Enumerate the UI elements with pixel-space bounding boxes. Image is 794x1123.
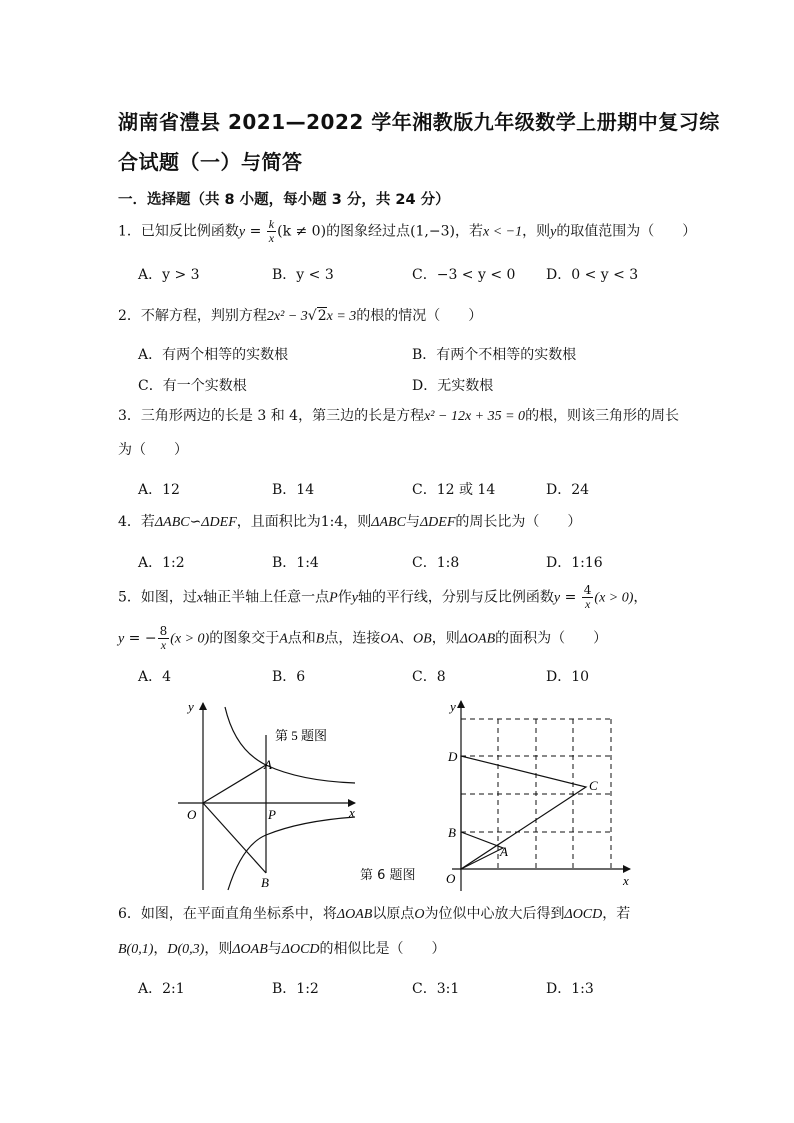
question-text: 与 xyxy=(405,514,420,530)
math-var: y xyxy=(238,224,246,240)
question-text: 的取值范围为（ ） xyxy=(556,223,697,240)
question-text: 如图，过 xyxy=(140,589,197,606)
fraction xyxy=(158,625,170,652)
label-y: y xyxy=(450,699,456,714)
question-6-line1 xyxy=(118,904,630,925)
question-5-line2 xyxy=(118,625,607,652)
option-a[interactable]: A．有两个相等的实数根 xyxy=(138,347,289,363)
question-text: ，且面积比为 xyxy=(236,514,321,530)
label-x: x xyxy=(623,873,629,888)
label-a: A xyxy=(264,757,272,772)
figure-5 xyxy=(160,695,380,895)
sqrt-radicand: 2 xyxy=(317,308,327,324)
label-d: D xyxy=(448,749,458,764)
option-a[interactable]: A．12 xyxy=(138,482,180,498)
question-number: 2． xyxy=(118,308,141,324)
question-text: 三角形两边的长是 3 和 4，第三边的长是方程 xyxy=(140,408,425,424)
option-c[interactable]: C．3:1 xyxy=(412,981,460,997)
question-number: 3． xyxy=(118,408,141,424)
section-heading: 一．选择题（共 8 小题，每小题 3 分，共 24 分） xyxy=(118,192,450,208)
question-text: 的图象经过点 xyxy=(326,223,411,240)
label-b: B xyxy=(448,825,456,840)
question-text: ，则 xyxy=(343,514,372,530)
fraction-den: x xyxy=(160,638,167,652)
triangle-ocd xyxy=(461,756,586,869)
math-sim: ΔABC∽ΔDEF xyxy=(154,515,237,530)
label-x: x xyxy=(349,805,355,820)
math-op: = xyxy=(245,223,266,240)
question-3-line2: 为（ ） xyxy=(118,442,188,458)
option-a[interactable]: A．4 xyxy=(138,669,172,685)
question-text: 点和 xyxy=(287,630,316,647)
question-text: 作 xyxy=(337,589,352,606)
question-text: ，则 xyxy=(204,941,233,957)
option-b[interactable]: B．有两个不相等的实数根 xyxy=(412,347,577,363)
fraction xyxy=(582,584,594,611)
triangle-oab xyxy=(461,832,503,869)
fraction-num: k xyxy=(268,217,275,231)
math-tri: ΔOAB xyxy=(336,907,373,922)
question-text: 的周长比为（ ） xyxy=(455,514,582,530)
math-var: y xyxy=(118,631,125,647)
math-point: B(0,1) xyxy=(118,942,154,957)
option-d[interactable]: D．0 < y < 3 xyxy=(546,267,639,283)
question-2 xyxy=(118,306,482,327)
math-ratio: 1:4 xyxy=(320,514,344,530)
question-number: 1． xyxy=(118,223,141,240)
curve-upper xyxy=(225,707,355,783)
question-text: 如图，在平面直角坐标系中，将 xyxy=(140,906,337,922)
math-tri: ΔABC xyxy=(371,515,406,530)
fraction-den: x xyxy=(584,597,591,611)
math-tri: ΔOAB xyxy=(232,942,268,957)
math-eq: x² − 12x + 35 = 0 xyxy=(424,409,526,424)
question-text: ，则 xyxy=(431,630,460,647)
option-c[interactable]: C．有一个实数根 xyxy=(138,378,247,394)
label-y: y xyxy=(188,699,194,714)
fraction-num: 8 xyxy=(159,624,168,638)
segment-ob xyxy=(203,803,266,873)
fraction xyxy=(267,218,276,245)
label-b: B xyxy=(261,875,269,890)
math-var: y xyxy=(553,590,561,606)
label-o: O xyxy=(446,871,456,886)
label-p: P xyxy=(268,807,276,822)
question-number: 6． xyxy=(118,906,141,922)
question-text: 轴的平行线，分别与反比例函数 xyxy=(357,589,554,606)
question-text: 轴正半轴上任意一点 xyxy=(203,589,330,606)
question-text: 与 xyxy=(267,941,282,957)
math-var: O xyxy=(414,907,425,922)
question-number: 5． xyxy=(118,589,141,606)
math-op: = − xyxy=(124,630,157,647)
question-5-line1 xyxy=(118,584,647,611)
question-text: 为位似中心放大后得到 xyxy=(424,906,565,922)
math-var: A xyxy=(279,631,288,647)
question-text: 的图象交于 xyxy=(209,630,280,647)
sqrt-sign: √ xyxy=(307,308,317,324)
question-text: 、 xyxy=(399,630,414,647)
math-var: y xyxy=(351,590,358,606)
question-text: 不解方程，判别方程 xyxy=(140,308,267,324)
question-text: ，若 xyxy=(454,223,483,240)
math-eq: x = 3 xyxy=(326,309,357,324)
math-tri: ΔOCD xyxy=(564,907,603,922)
question-text: 的面积为（ ） xyxy=(495,630,608,647)
question-text: 若 xyxy=(140,514,155,530)
option-d[interactable]: D．1:3 xyxy=(546,981,594,997)
math-var: x xyxy=(196,590,204,606)
option-a[interactable]: A．1:2 xyxy=(138,555,185,571)
math-eq: 2x² − 3 xyxy=(266,309,308,324)
math-cond: (x > 0) xyxy=(170,631,210,647)
math-tri: ΔOAB xyxy=(459,631,496,647)
question-text: 的根，则该三角形的周长 xyxy=(525,408,680,424)
math-seg: OB xyxy=(413,631,432,647)
segment-oa xyxy=(203,765,266,803)
question-text: 的相似比是（ ） xyxy=(319,941,446,957)
option-b[interactable]: B．y < 3 xyxy=(272,267,334,283)
option-b[interactable]: B．1:2 xyxy=(272,981,319,997)
option-d[interactable]: D．1:16 xyxy=(546,555,603,571)
question-text: 以原点 xyxy=(372,906,415,922)
option-d[interactable]: D．24 xyxy=(546,482,590,498)
math-cond: (x > 0) xyxy=(594,590,634,606)
math-var: B xyxy=(315,631,325,647)
question-text: ，则 xyxy=(522,223,551,240)
page-title-line1: 湖南省澧县 2021—2022 学年湘教版九年级数学上册期中复习综 xyxy=(118,110,720,134)
option-b[interactable]: B．6 xyxy=(272,669,306,685)
question-3 xyxy=(118,406,679,427)
figure-6-caption: 第 6 题图 xyxy=(360,868,416,883)
question-text: ，若 xyxy=(602,906,631,922)
option-a[interactable]: A．2:1 xyxy=(138,981,185,997)
math-var: y xyxy=(550,224,557,240)
math-tri: ΔOCD xyxy=(281,942,320,957)
option-a[interactable]: A．y > 3 xyxy=(138,267,200,283)
question-4 xyxy=(118,512,581,533)
math-seg: OA xyxy=(380,631,400,647)
math-var: P xyxy=(329,590,338,606)
curve-lower xyxy=(228,817,355,890)
math-point: D(0,3) xyxy=(167,942,205,957)
question-text: ， xyxy=(633,589,648,606)
fraction-den: x xyxy=(268,231,275,245)
math-op: = xyxy=(560,589,581,606)
option-d[interactable]: D．无实数根 xyxy=(412,378,494,394)
label-c: C xyxy=(589,778,598,793)
page-title-line2: 合试题（一）与简答 xyxy=(118,150,303,174)
option-c[interactable]: C．1:8 xyxy=(412,555,460,571)
math-point: (1,−3) xyxy=(410,223,455,240)
label-o: O xyxy=(187,807,197,822)
math-tri: ΔDEF xyxy=(419,515,456,530)
question-6-line2 xyxy=(118,939,446,960)
question-text: 已知反比例函数 xyxy=(140,223,239,240)
math-ineq: x < −1 xyxy=(482,224,523,240)
dashed-grid xyxy=(461,719,611,869)
option-b[interactable]: B．14 xyxy=(272,482,315,498)
question-text: ， xyxy=(153,941,168,957)
question-number: 4． xyxy=(118,514,141,530)
math-cond: (k ≠ 0) xyxy=(277,223,327,240)
label-a: A xyxy=(500,844,508,859)
fraction-num: 4 xyxy=(583,583,592,597)
option-c[interactable]: C．12 或 14 xyxy=(412,482,496,498)
option-c[interactable]: C．8 xyxy=(412,669,446,685)
figure-5-caption: 第 5 题图 xyxy=(275,728,328,743)
question-text: 的根的情况（ ） xyxy=(356,308,483,324)
question-1 xyxy=(118,218,696,245)
option-d[interactable]: D．10 xyxy=(546,669,590,685)
option-b[interactable]: B．1:4 xyxy=(272,555,319,571)
question-text: 点，连接 xyxy=(324,630,381,647)
figure-6 xyxy=(440,695,640,895)
option-c[interactable]: C．−3 < y < 0 xyxy=(412,267,516,283)
